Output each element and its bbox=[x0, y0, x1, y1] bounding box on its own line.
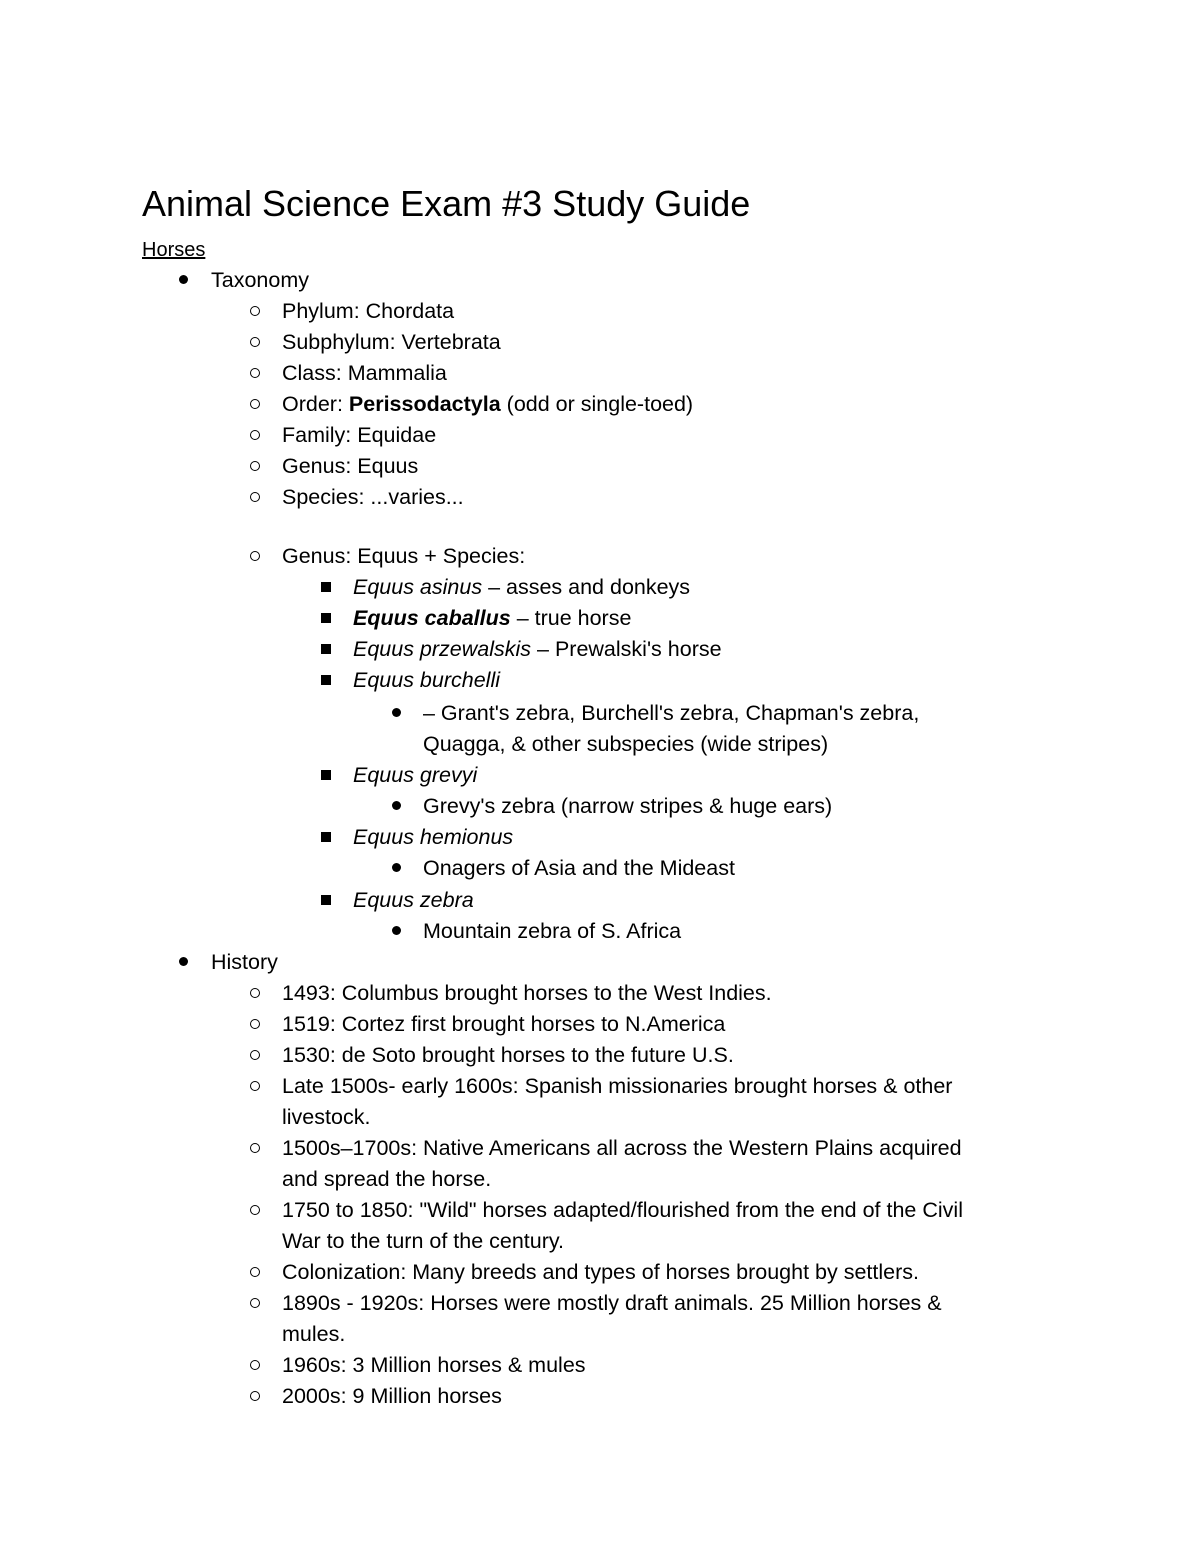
bullet-square bbox=[311, 572, 341, 603]
bullet-circle bbox=[240, 1040, 270, 1071]
bullet-circle bbox=[240, 1350, 270, 1381]
list-item-colonization: Colonization: Many breeds and types of horses brought by settlers. bbox=[282, 1260, 919, 1284]
page-title: Animal Science Exam #3 Study Guide bbox=[142, 183, 751, 224]
bullet-circle bbox=[240, 978, 270, 1009]
list-item-wild-horses: 1750 to 1850: "Wild" horses adapted/flourished from the end of the Civil bbox=[282, 1198, 963, 1222]
bullet-circle bbox=[240, 1133, 270, 1164]
list-item-draft-animals: 1890s - 1920s: Horses were mostly draft animals. 25 Million horses & bbox=[282, 1291, 942, 1315]
bullet-circle bbox=[240, 451, 270, 482]
list-item-history: History bbox=[211, 950, 278, 974]
list-item-native-americans: 1500s–1700s: Native Americans all across the Western Plains acquired bbox=[282, 1136, 962, 1160]
bullet-square bbox=[311, 634, 341, 665]
list-item-species: Species: ...varies... bbox=[282, 485, 464, 509]
list-item-genus: Genus: Equus bbox=[282, 454, 419, 478]
bullet-disc bbox=[381, 791, 411, 822]
list-item-1530: 1530: de Soto brought horses to the future U.S. bbox=[282, 1043, 734, 1067]
list-item-equus-przewalskis bbox=[353, 634, 722, 665]
list-item-1960s: 1960s: 3 Million horses & mules bbox=[282, 1353, 586, 1377]
bullet-disc bbox=[381, 853, 411, 884]
list-item-native-americans-cont: and spread the horse. bbox=[282, 1167, 492, 1191]
list-item-1493: 1493: Columbus brought horses to the West Indies. bbox=[282, 981, 772, 1005]
bullet-circle bbox=[240, 1009, 270, 1040]
species-name: Equus hemionus bbox=[353, 825, 514, 849]
list-item-genus-species: Genus: Equus + Species: bbox=[282, 544, 526, 568]
bullet-disc bbox=[381, 916, 411, 947]
bullet-square bbox=[311, 822, 341, 853]
list-item-order bbox=[282, 389, 693, 420]
list-item-equus-zebra bbox=[353, 885, 474, 916]
bullet-circle bbox=[240, 482, 270, 513]
species-description: – asses and donkeys bbox=[482, 575, 691, 599]
list-item-grevyi-description: Grevy's zebra (narrow stripes & huge ears) bbox=[423, 794, 833, 818]
list-item-wild-horses-cont: War to the turn of the century. bbox=[282, 1229, 565, 1253]
list-item-taxonomy: Taxonomy bbox=[211, 268, 309, 292]
bullet-circle bbox=[240, 1288, 270, 1319]
list-item-late-1500s-cont: livestock. bbox=[282, 1105, 371, 1129]
species-name: Equus grevyi bbox=[353, 763, 478, 787]
list-item-zebra-description: Mountain zebra of S. Africa bbox=[423, 919, 682, 943]
list-item-equus-grevyi bbox=[353, 760, 477, 791]
list-item-late-1500s: Late 1500s- early 1600s: Spanish missionaries brought horses & other bbox=[282, 1074, 953, 1098]
list-item-equus-caballus bbox=[353, 603, 631, 634]
list-item-subphylum: Subphylum: Vertebrata bbox=[282, 330, 501, 354]
bullet-circle bbox=[240, 420, 270, 451]
list-item-equus-asinus bbox=[353, 572, 690, 603]
species-name: Equus burchelli bbox=[353, 668, 501, 692]
bullet-square bbox=[311, 665, 341, 696]
bullet-circle bbox=[240, 296, 270, 327]
list-item-1519: 1519: Cortez first brought horses to N.America bbox=[282, 1012, 726, 1036]
bullet-circle bbox=[240, 541, 270, 572]
order-label: Order: bbox=[282, 392, 349, 416]
list-item-burchelli-description-cont: Quagga, & other subspecies (wide stripes) bbox=[423, 732, 829, 756]
order-name: Perissodactyla bbox=[348, 392, 501, 416]
bullet-circle bbox=[240, 1381, 270, 1412]
bullet-square bbox=[311, 603, 341, 634]
list-item-phylum: Phylum: Chordata bbox=[282, 299, 455, 323]
list-item-draft-animals-cont: mules. bbox=[282, 1322, 346, 1346]
list-item-burchelli-description: – Grant's zebra, Burchell's zebra, Chapman's zebra, bbox=[423, 701, 920, 725]
list-item-class: Class: Mammalia bbox=[282, 361, 447, 385]
species-name: Equus asinus bbox=[353, 575, 483, 599]
section-heading-horses: Horses bbox=[142, 239, 206, 261]
list-item-2000s: 2000s: 9 Million horses bbox=[282, 1384, 502, 1408]
bullet-square bbox=[311, 885, 341, 916]
species-description: – Prewalski's horse bbox=[531, 637, 722, 661]
species-name: Equus przewalskis bbox=[353, 637, 532, 661]
bullet-disc bbox=[381, 698, 411, 729]
species-name: Equus zebra bbox=[353, 888, 474, 912]
species-description: – true horse bbox=[510, 606, 632, 630]
bullet-circle bbox=[240, 1195, 270, 1226]
order-note: (odd or single-toed) bbox=[500, 392, 694, 416]
bullet-disc bbox=[168, 947, 198, 978]
species-name: Equus caballus bbox=[353, 606, 511, 630]
bullet-disc bbox=[168, 265, 198, 296]
bullet-circle bbox=[240, 327, 270, 358]
bullet-square bbox=[311, 760, 341, 791]
bullet-circle bbox=[240, 389, 270, 420]
list-item-equus-hemionus bbox=[353, 822, 513, 853]
bullet-circle bbox=[240, 1071, 270, 1102]
list-item-equus-burchelli bbox=[353, 665, 500, 696]
bullet-circle bbox=[240, 1257, 270, 1288]
bullet-circle bbox=[240, 358, 270, 389]
list-item-family: Family: Equidae bbox=[282, 423, 437, 447]
list-item-hemionus-description: Onagers of Asia and the Mideast bbox=[423, 856, 735, 880]
